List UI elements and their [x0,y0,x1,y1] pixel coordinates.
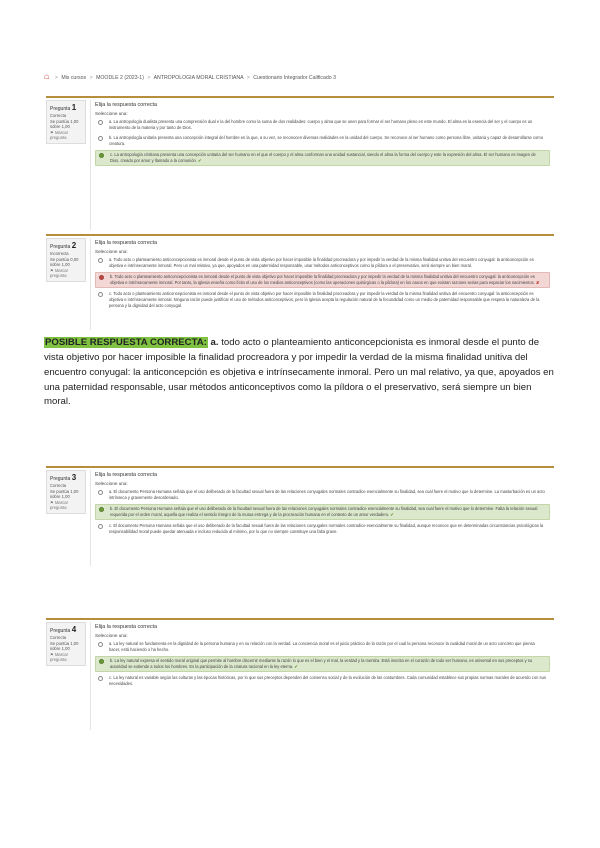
question-content [90,470,554,566]
question-label: Pregunta [50,106,71,112]
answer-option-c[interactable]: c. El documento Persona Humana señala que el uso deliberado de la facultad sexual fuera de las relaciones conyugales normales contradice esencialmente su finalidad, aunque reconoce que en determinadas circunstancias psicológicas la responsabilidad moral puede quedar atenuada e incluso reducida al mínimo, por lo que no siempre constituye una falta grave. [95,522,550,536]
check-icon: ✔ [198,157,202,163]
breadcrumb-item[interactable]: Cuestionario Integrador Calificado 3 [253,75,337,81]
answer-option-a[interactable]: a. La antropología dualista presenta una comprensión dual e la del hombre como la suma de dos realidades: cuerpo y alma que se unen para formar el ser humano pleno en este mundo. El alma es la esencia del ser y el cuerpo es un instrumento de la materia y por tanto de Dios. [95,118,550,132]
question-instruction: Elija la respuesta correcta [95,624,158,630]
flag-icon: ⚑ [50,651,54,657]
select-one-label: Seleccione una: [95,633,128,638]
question-status: Correcta [50,635,67,641]
flag-question-link[interactable]: ⚑ Marcar pregunta [50,267,68,279]
radio-button[interactable] [99,153,104,158]
question-content [90,622,554,730]
answer-option-a[interactable]: a. La ley natural se fundamenta en la dignidad de la persona humana y en su relación con la verdad. La conciencia moral es el juicio práctico de la razón por el cual la persona reconoce la cualidad moral de un acto concreto que piensa hacer, está haciendo o ha hecho. [95,640,550,654]
question-info [46,100,86,144]
home-icon[interactable]: ☖ [44,75,50,81]
question-status: Correcta [50,483,67,489]
check-icon: ✔ [294,663,298,669]
answer-option-b[interactable]: b. La antropología unitaria presenta una concepción integral del hombre en la que, a su vez, se reconocen diversas realidades en la unidad del cuerpo. Se reconoce al ser humano como persona libre, unitaria y capaz de desarrollarse como creatura. [95,134,550,148]
radio-button[interactable] [98,490,103,495]
question-3 [46,466,554,566]
question-instruction: Elija la respuesta correcta [95,102,158,108]
radio-button[interactable] [99,659,104,664]
question-score: Se puntúa 1,00 sobre 1,00 [50,640,79,652]
question-2 [46,234,554,330]
radio-button[interactable] [98,258,103,263]
radio-button[interactable] [99,507,104,512]
question-label: Pregunta [50,244,71,250]
possible-answer-label: POSIBLE RESPUESTA CORRECTA: [45,337,207,348]
radio-button[interactable] [98,292,103,297]
flag-icon: ⚑ [50,267,54,273]
question-content [90,238,554,330]
possible-answer-note [44,336,556,410]
question-1 [46,96,554,230]
breadcrumb: ☖ > Mis cursos > MOODLE 2 (2023-1) > ANTROPOLOGIA MORAL CRISTIANA > Cuestionario Integrador Calificado 3 [44,75,337,81]
answer-option-c[interactable]: c. La ley natural es variable según las culturas y las épocas históricas, por lo que sus preceptos dependen del consenso social y de la evolución de las costumbres. Cada comunidad establece sus propias normas morales de acuerdo con sus necesidades. [95,674,550,688]
question-status: Incorrecta [50,251,69,257]
answer-option-a[interactable]: a. Todo acto o planteamiento anticoncepcionista es inmoral desde el punto de vista objetivo por hacer imposible la finalidad procreadora y por impedir la verdad de la misma finalidad unitiva del encuentro conyugal: la anticoncepción es objetiva e intrínsecamente inmoral. Pero un mal relativo, ya que, apoyados en una paternidad responsable, usar métodos anticonceptivos como la píldora o el preservativo, será siempre un bien moral. [95,256,550,270]
possible-answer-letter: a. [210,337,219,348]
question-info [46,470,86,514]
radio-button[interactable] [98,136,103,141]
answer-option-c[interactable]: c. Todo acto o planteamiento anticoncepcionista es inmoral desde el punto de vista objetivo por hacer imposible la finalidad procreadora y por impedir la verdad de la misma finalidad unitiva del encuentro conyugal: la anticoncepción es objetiva e intrínsecamente inmoral. Ninguna razón puede justificar el uso de métodos anticonceptivos, pero la Iglesia acepta la regulación natural de la fecundidad como un medio de paternidad responsable que respeta la naturaleza de la persona y la dignidad del acto conyugal. [95,290,550,310]
radio-button[interactable] [98,524,103,529]
question-info [46,238,86,282]
answer-option-b[interactable]: b. La ley natural expresa el sentido moral original que permite al hombre discernir mediante la razón lo que es el bien y el mal, la verdad y la mentira. Está inscrita en el corazón de todo ser humano, es universal en sus preceptos y su autoridad se extiende a todos los hombres. Es la participación de la criatura racional en la ley eterna. ✔ [95,656,550,672]
answer-option-b[interactable]: b. El documento Persona Humana señala que el uso deliberado de la facultad sexual fuera de las relaciones conyugales normales contradice esencialmente su finalidad, sea cual fuere el motivo que lo determine. Falta la relación sexual requerida por el orden moral, aquella que realiza el sentido íntegro de la mutua entrega y de la procreación humana en el contexto de un amor verdadero. ✔ [95,504,550,520]
possible-answer-text: todo acto o planteamiento anticoncepcionista es inmoral desde el punto de vista objetivo por hacer imposible la finalidad procreadora y por impedir la verdad de la misma finalidad unitiva del encuentro conyugal: la anticoncepción es objetiva e intrínsecamente inmoral. Pero un mal relativo, ya que, apoyados en una paternidad responsable, usar métodos anticonceptivos como la píldora o el preservativo, será siempre un bien moral. [44,337,554,408]
question-number: 1 [71,103,77,112]
select-one-label: Seleccione una: [95,481,128,486]
question-number: 3 [71,473,77,482]
question-instruction: Elija la respuesta correcta [95,472,158,478]
radio-button[interactable] [99,275,104,280]
flag-icon: ⚑ [50,499,54,505]
question-score: Se puntúa 0,00 sobre 1,00 [50,256,79,268]
question-number: 4 [71,625,77,634]
radio-button[interactable] [98,642,103,647]
radio-button[interactable] [98,676,103,681]
breadcrumb-item[interactable]: Mis cursos [61,75,87,81]
answer-option-c[interactable]: c. La antropología cristiana presenta una concepción unitaria del ser humano en el que el cuerpo y el alma conforman una unidad sustancial, siendo el alma la forma del cuerpo y este la expresión del alma. El ser humano es imagen de Dios, creado por amor y llamado a la comunión. ✔ [95,150,550,166]
question-4 [46,618,554,730]
question-score: Se puntúa 1,00 sobre 1,00 [50,118,79,130]
flag-question-link[interactable]: ⚑ Marcar pregunta [50,129,68,141]
select-one-label: Seleccione una: [95,249,128,254]
select-one-label: Seleccione una: [95,111,128,116]
question-label: Pregunta [50,476,71,482]
question-instruction: Elija la respuesta correcta [95,240,158,246]
question-content [90,100,554,230]
flag-icon: ⚑ [50,129,54,135]
flag-question-link[interactable]: ⚑ Marcar pregunta [50,651,68,663]
question-score: Se puntúa 1,00 sobre 1,00 [50,488,79,500]
answer-option-a[interactable]: a. El documento Persona Humana señala que el uso deliberado de la facultad sexual fuera de las relaciones conyugales normales contradice esencialmente su finalidad, sea cual fuere el motivo que lo determine. La masturbación es un acto intrínseca y gravemente desordenado. [95,488,550,502]
question-number: 2 [71,241,77,250]
question-status: Correcta [50,113,67,119]
radio-button[interactable] [98,120,103,125]
question-label: Pregunta [50,628,71,634]
question-info [46,622,86,666]
answer-option-b[interactable]: b. Todo acto o planteamiento anticoncepcionista es inmoral desde el punto de vista objetivo por hacer imposible la finalidad procreadora y por impedir la verdad de la misma finalidad unitiva del encuentro conyugal: la anticoncepción es objetiva e intrínsecamente inmoral. Por tanto, la Iglesia enseña como lícito el uso de los medios anticonceptivos (como las operaciones quirúrgicas o la píldora) en los casos en que existan razones serias para espaciar los nacimientos. ✘ [95,272,550,288]
flag-question-link[interactable]: ⚑ Marcar pregunta [50,499,68,511]
breadcrumb-item[interactable]: ANTROPOLOGIA MORAL CRISTIANA [153,75,244,81]
cross-icon: ✘ [535,279,540,285]
check-icon: ✔ [390,511,394,517]
breadcrumb-item[interactable]: MOODLE 2 (2023-1) [96,75,144,81]
